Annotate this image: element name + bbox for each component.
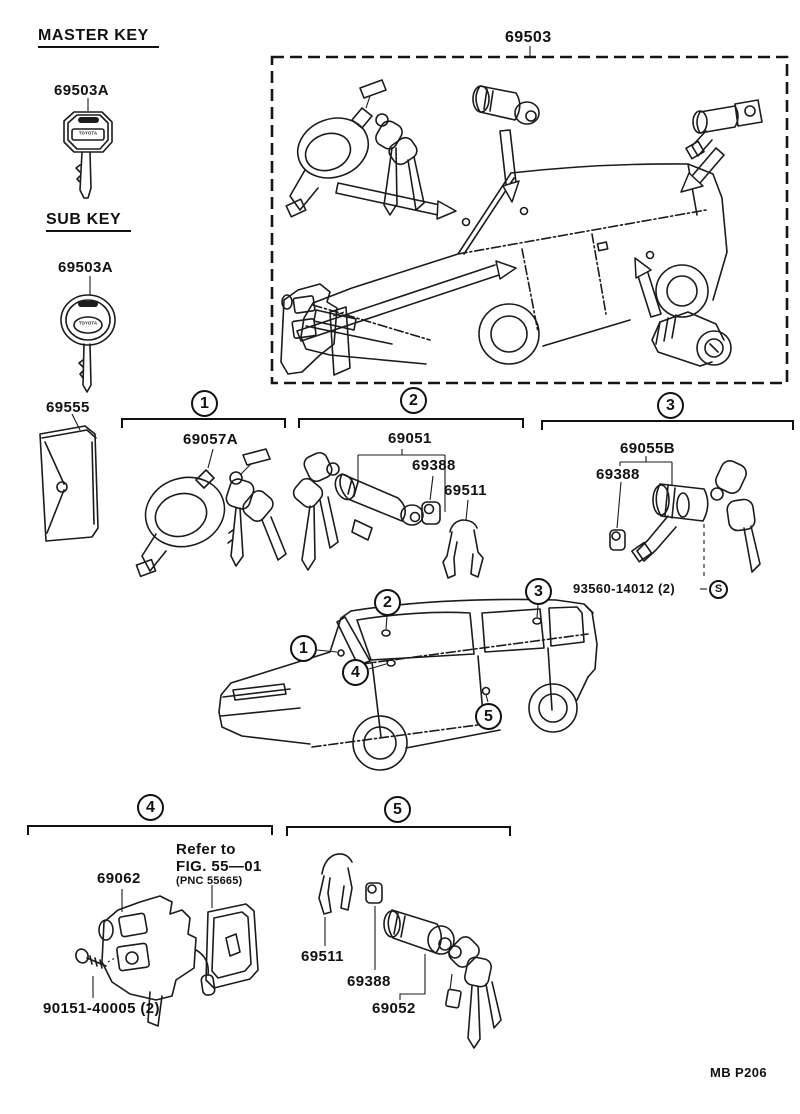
s3-screw-mark: S	[709, 580, 728, 599]
section-1-bracket	[122, 419, 285, 428]
master-key-part-label: 69503A	[54, 82, 109, 99]
s4-refer-line1: Refer to	[176, 841, 236, 858]
s4-refer-line3: (PNC 55665)	[176, 875, 243, 887]
section-5-bracket	[287, 827, 510, 836]
page-code: MB P206	[710, 1065, 767, 1080]
section-2-number: 2	[400, 387, 427, 414]
s4-lock-label: 69062	[97, 870, 141, 887]
lock-set-part-label: 69503	[505, 29, 552, 46]
car-callout-4: 4	[342, 659, 369, 686]
sub-key-heading: SUB KEY	[46, 212, 131, 232]
section-1-illustration	[136, 449, 286, 576]
s1-lock-label: 69057A	[183, 431, 238, 448]
section-3-number: 3	[657, 392, 684, 419]
s4-refer-line2: FIG. 55—01	[176, 858, 262, 875]
s3-lock-label: 69055B	[620, 440, 675, 457]
s5-lock-label: 69052	[372, 1000, 416, 1017]
boxed-glove-lock-illustration	[281, 284, 350, 375]
s2-lock-label: 69051	[388, 430, 432, 447]
car-callout-1: 1	[290, 635, 317, 662]
master-key-heading: MASTER KEY	[38, 28, 159, 48]
section-3-bracket	[542, 421, 793, 430]
callout-leaders	[317, 605, 538, 702]
section-4-number: 4	[137, 794, 164, 821]
number-plate-part-label: 69555	[46, 399, 90, 416]
section-1-number: 1	[191, 390, 218, 417]
master-key-illustration	[64, 112, 112, 198]
location-car-illustration	[219, 599, 597, 770]
s3-screw-label: 93560-14012 (2)	[573, 581, 676, 596]
s2-pad-label: 69388	[412, 457, 456, 474]
sub-key-illustration	[61, 295, 115, 392]
section-5-number: 5	[384, 796, 411, 823]
section-2-bracket	[299, 419, 523, 428]
s3-pad-label: 69388	[596, 466, 640, 483]
s5-clip-label: 69511	[301, 948, 344, 965]
s4-screw-label: 90151-40005 (2)	[43, 1000, 160, 1017]
lock-set-box-border	[272, 57, 787, 383]
sub-key-brand: TOYOTA	[78, 321, 98, 326]
key-number-plate-illustration	[40, 426, 98, 541]
boxed-quarter-lock-illustration	[686, 100, 762, 159]
section-4-bracket	[28, 826, 272, 835]
master-key-brand: TOYOTA	[78, 131, 98, 136]
car-callout-3: 3	[525, 578, 552, 605]
s5-pad-label: 69388	[347, 973, 391, 990]
boxed-back-door-lock-illustration	[652, 312, 731, 366]
car-callout-5: 5	[475, 703, 502, 730]
car-callout-2: 2	[374, 589, 401, 616]
boxed-door-cylinder-illustration	[473, 86, 539, 124]
sub-key-part-label: 69503A	[58, 259, 113, 276]
section-5-illustration	[319, 854, 501, 1048]
s2-clip-label: 69511	[444, 482, 487, 499]
